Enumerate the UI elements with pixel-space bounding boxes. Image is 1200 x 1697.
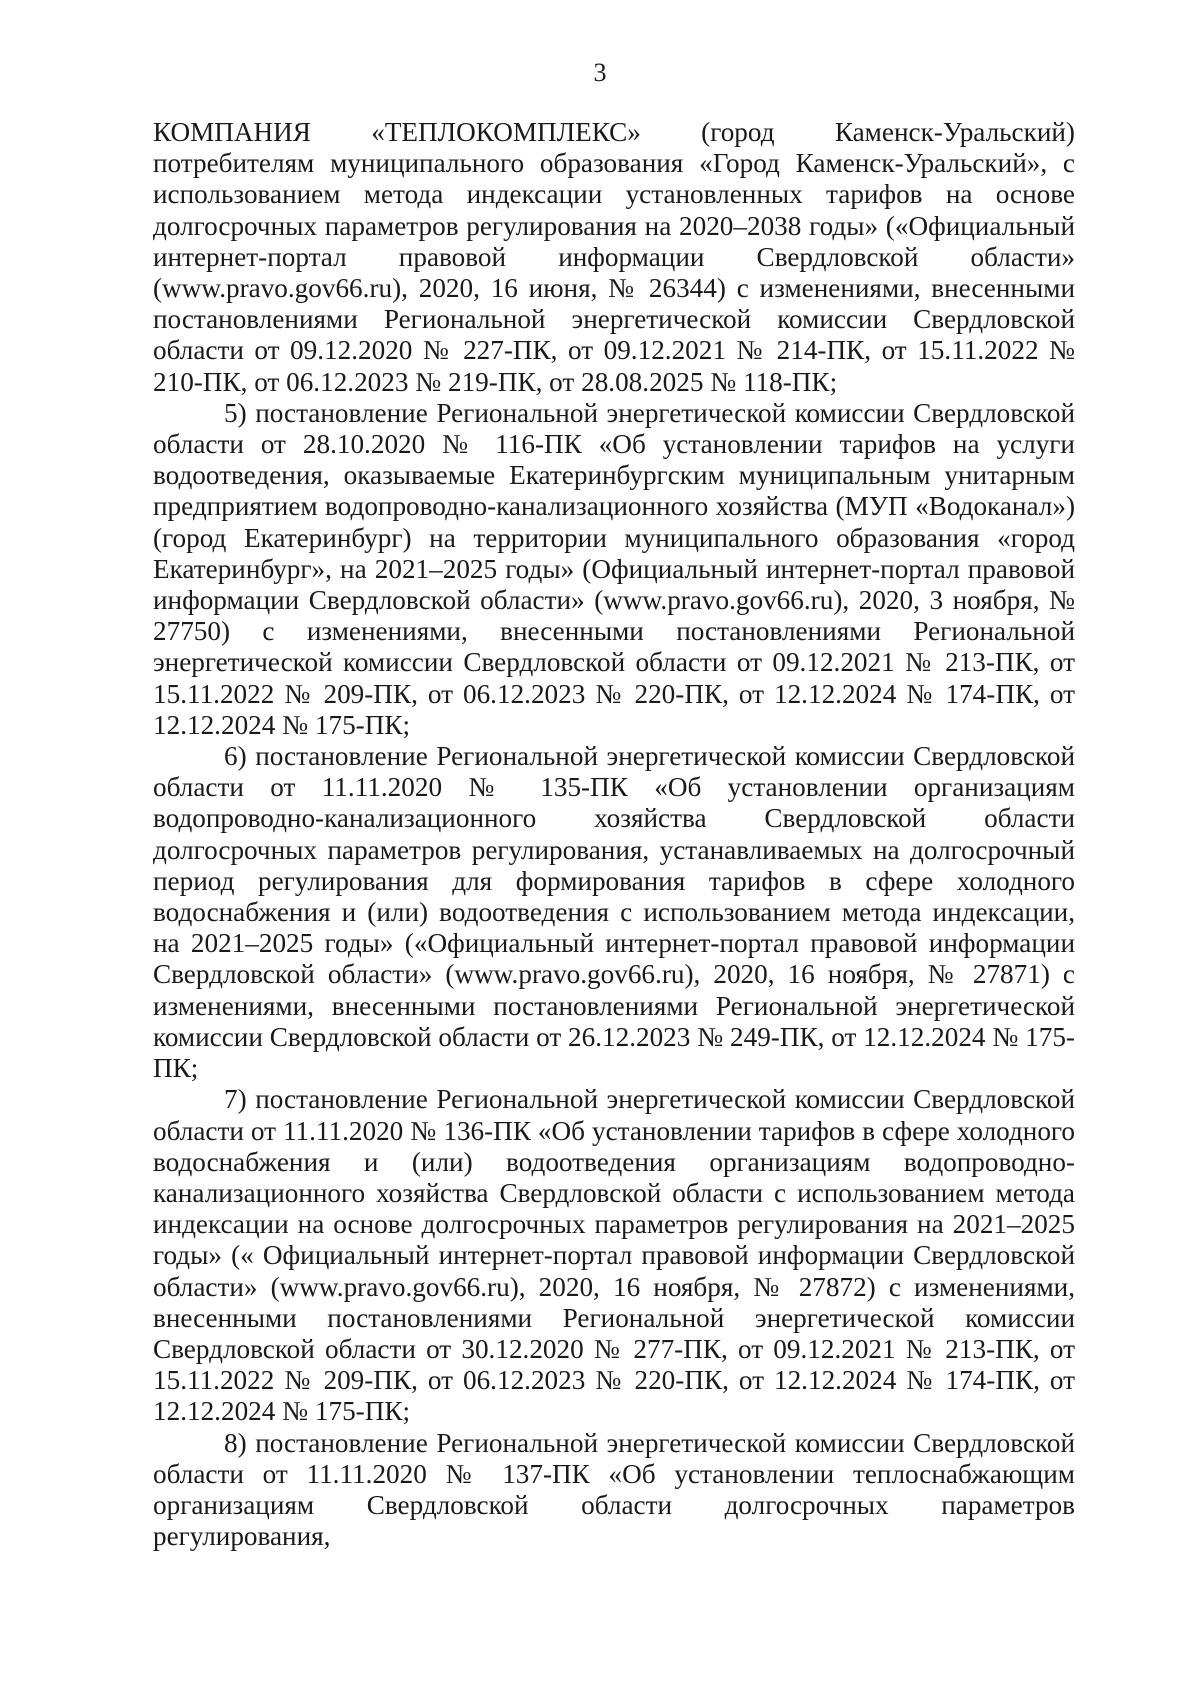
paragraph-item-5: 5) постановление Региональной энергетической комиссии Свердловской области от 28.10.2020 № 116-ПК «Об установлении тарифов на услуги водоотведения, оказываемые Екатеринбургским муниципальным унитарным предприятием водопроводно-канализационного хозяйства (МУП «Водоканал») (город Екатеринбург) на территории муниципального образования «город Екатеринбург», на 2021–2025 годы» (Официальный интернет-портал правовой информации Свердловской области» (www.pravo.gov66.ru), 2020, 3 ноября, № 27750) с изменениями, внесенными постановлениями Региональной энергетической комиссии Свердловской области от 09.12.2021 № 213-ПК, от 15.11.2022 № 209-ПК, от 06.12.2023 № 220-ПК, от 12.12.2024 № 174-ПК, от 12.12.2024 № 175-ПК; xyxy=(153,397,1075,740)
document-body xyxy=(153,117,1075,1552)
paragraph-item-8: 8) постановление Региональной энергетической комиссии Свердловской области от 11.11.2020 № 137-ПК «Об установлении теплоснабжающим организациям Свердловской области долгосрочных параметров регулирования, xyxy=(153,1427,1075,1552)
paragraph-continuation: КОМПАНИЯ «ТЕПЛОКОМПЛЕКС» (город Каменск-Уральский) потребителям муниципального образования «Город Каменск-Уральский», с использованием метода индексации установленных тарифов на основе долгосрочных параметров регулирования на 2020–2038 годы» («Официальный интернет-портал правовой информации Свердловской области» (www.pravo.gov66.ru), 2020, 16 июня, № 26344) с изменениями, внесенными постановлениями Региональной энергетической комиссии Свердловской области от 09.12.2020 № 227-ПК, от 09.12.2021 № 214-ПК, от 15.11.2022 № 210-ПК, от 06.12.2023 № 219-ПК, от 28.08.2025 № 118-ПК; xyxy=(153,117,1075,397)
page-number: 3 xyxy=(593,58,607,87)
paragraph-item-6: 6) постановление Региональной энергетической комиссии Свердловской области от 11.11.2020 № 135-ПК «Об установлении организациям водопроводно-канализационного хозяйства Свердловской области долгосрочных параметров регулирования, устанавливаемых на долгосрочный период регулирования для формирования тарифов в сфере холодного водоснабжения и (или) водоотведения с использованием метода индексации, на 2021–2025 годы» («Официальный интернет-портал правовой информации Свердловской области» (www.pravo.gov66.ru), 2020, 16 ноября, № 27871) с изменениями, внесенными постановлениями Региональной энергетической комиссии Свердловской области от 26.12.2023 № 249-ПК, от 12.12.2024 № 175-ПК; xyxy=(153,741,1075,1084)
paragraph-item-7: 7) постановление Региональной энергетической комиссии Свердловской области от 11.11.2020 № 136-ПК «Об установлении тарифов в сфере холодного водоснабжения и (или) водоотведения организациям водопроводно-канализационного хозяйства Свердловской области с использованием метода индексации на основе долгосрочных параметров регулирования на 2021–2025 годы» (« Официальный интернет-портал правовой информации Свердловской области» (www.pravo.gov66.ru), 2020, 16 ноября, № 27872) с изменениями, внесенными постановлениями Региональной энергетической комиссии Свердловской области от 30.12.2020 № 277-ПК, от 09.12.2021 № 213-ПК, от 15.11.2022 № 209-ПК, от 06.12.2023 № 220-ПК, от 12.12.2024 № 174-ПК, от 12.12.2024 № 175-ПК; xyxy=(153,1084,1075,1427)
